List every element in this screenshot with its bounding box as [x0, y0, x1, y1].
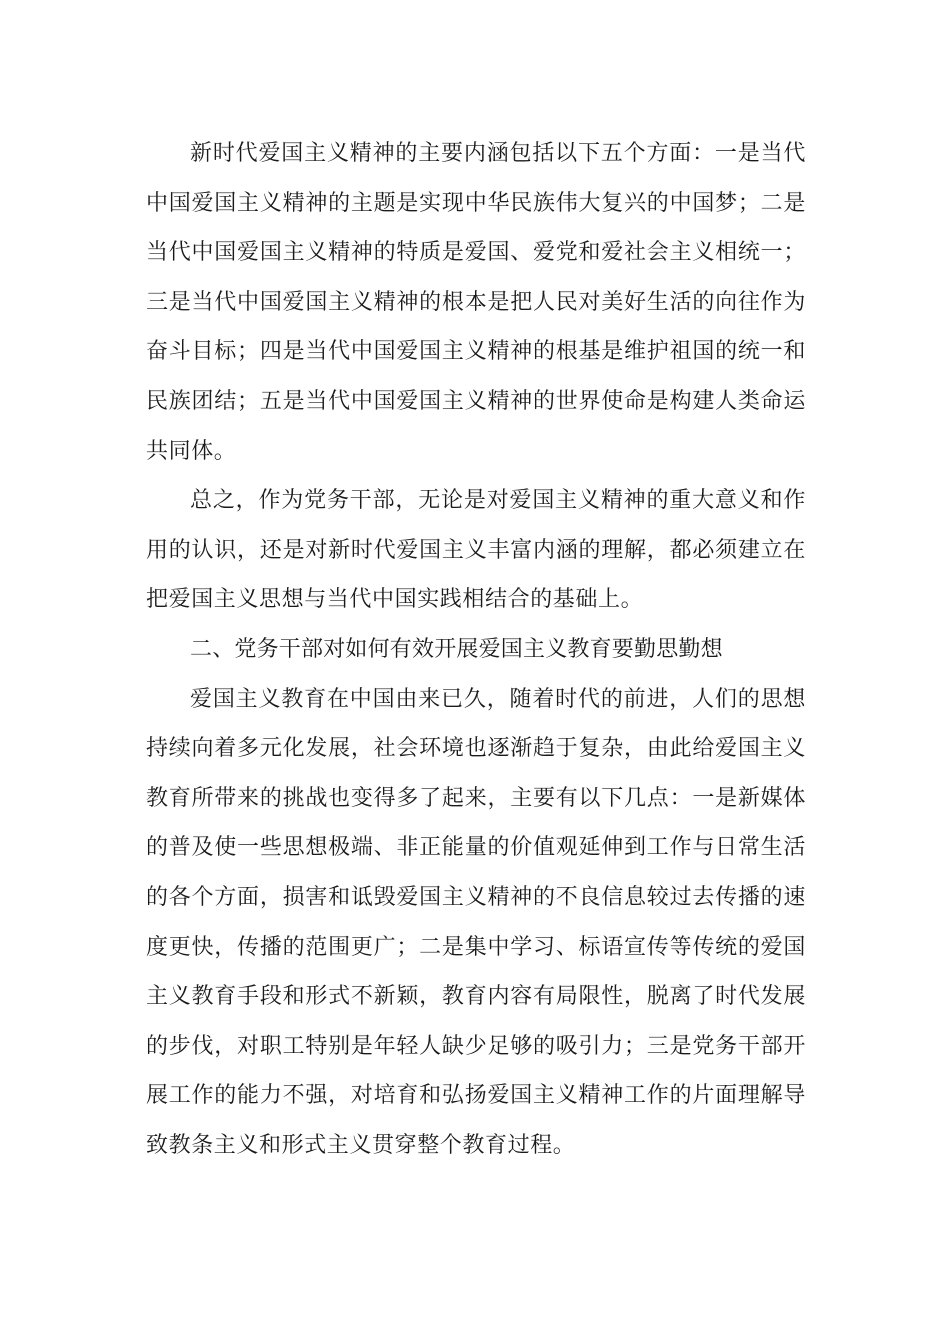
- paragraph-summary: 总之，作为党务干部，无论是对爱国主义精神的重大意义和作用的认识，还是对新时代爱国主义丰富内涵的理解，都必须建立在把爱国主义思想与当代中国实践相结合的基础上。: [146, 488, 806, 613]
- document-body: [146, 129, 806, 1170]
- paragraph-education-challenges: 爱国主义教育在中国由来已久，随着时代的前进，人们的思想持续向着多元化发展，社会环境也逐渐趋于复杂，由此给爱国主义教育所带来的挑战也变得多了起来，主要有以下几点：一是新媒体的普及使一些思想极端、非正能量的价值观延伸到工作与日常生活的各个方面，损害和诋毁爱国主义精神的不良信息较过去传播的速度更快，传播的范围更广；二是集中学习、标语宣传等传统的爱国主义教育手段和形式不新颖，教育内容有局限性，脱离了时代发展的步伐，对职工特别是年轻人缺少足够的吸引力；三是党务干部开展工作的能力不强，对培育和弘扬爱国主义精神工作的片面理解导致教条主义和形式主义贯穿整个教育过程。: [146, 686, 806, 1158]
- section-heading: 二、党务干部对如何有效开展爱国主义教育要勤思勤想: [190, 636, 723, 662]
- paragraph-patriotism-connotation: 新时代爱国主义精神的主要内涵包括以下五个方面：一是当代中国爱国主义精神的主题是实现中华民族伟大复兴的中国梦；二是当代中国爱国主义精神的特质是爱国、爱党和爱社会主义相统一；三是当代中国爱国主义精神的根本是把人民对美好生活的向往作为奋斗目标；四是当代中国爱国主义精神的根基是维护祖国的统一和民族团结；五是当代中国爱国主义精神的世界使命是构建人类命运共同体。: [146, 141, 806, 464]
